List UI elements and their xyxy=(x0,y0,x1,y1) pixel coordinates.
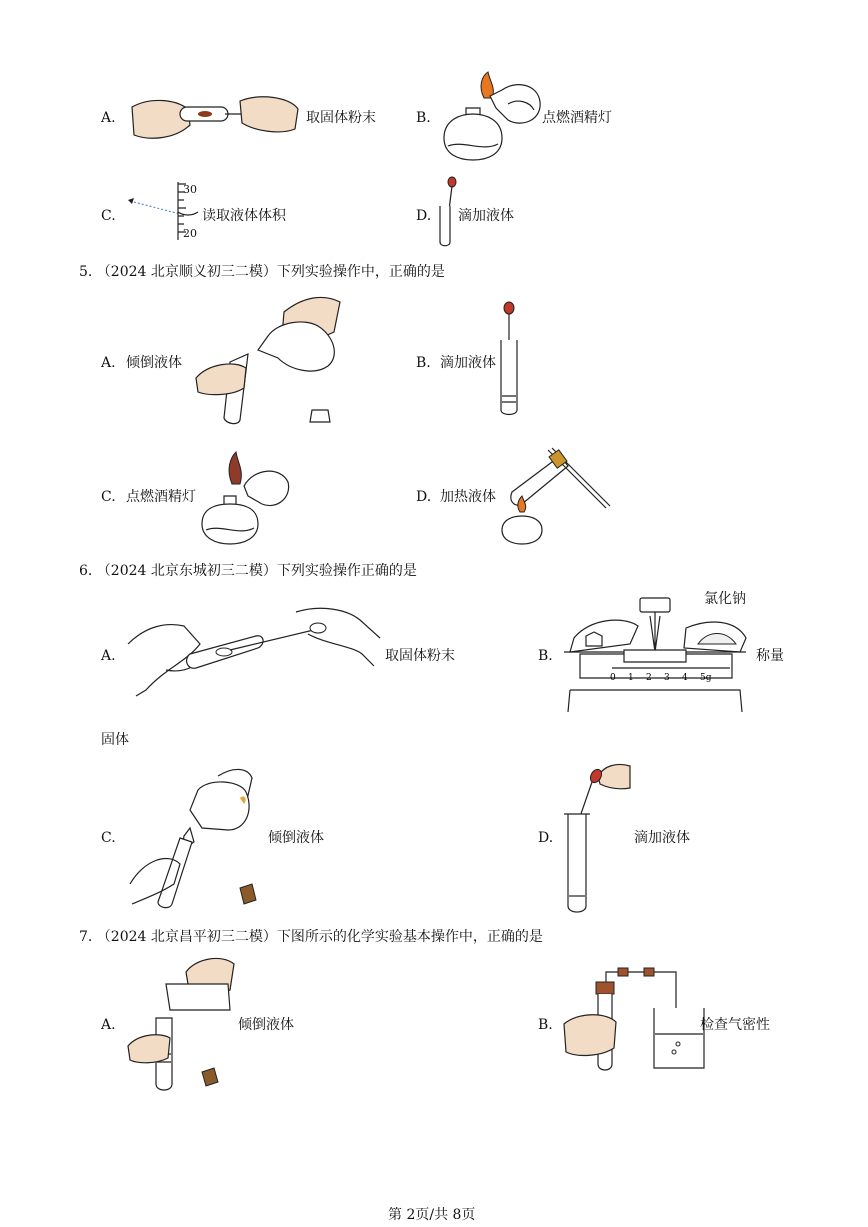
ruler-ticks xyxy=(610,670,720,682)
q5-a-letter: A. xyxy=(101,355,116,371)
q4-a-letter: A. xyxy=(101,110,116,126)
flame-icon xyxy=(481,72,493,98)
q4-c-letter: C. xyxy=(101,208,116,224)
reagent-bottle-icon xyxy=(190,782,249,830)
test-tube-icon xyxy=(440,206,450,246)
alcohol-lamp-icon xyxy=(444,114,502,160)
q4-b-figure xyxy=(438,68,543,166)
ruler-tick-4: 4 xyxy=(682,673,688,683)
right-hand-icon xyxy=(240,97,298,132)
hand-icon xyxy=(564,1015,616,1056)
scale-top: 30 xyxy=(183,183,197,196)
q5-c-caption: 点燃酒精灯 xyxy=(126,489,196,505)
ruler-tick-5: 5g xyxy=(700,673,712,683)
q6-stem: 6. （2024 北京东城初三二模）下列实验操作正确的是 xyxy=(79,563,417,579)
spoon-icon xyxy=(216,648,232,656)
q7-b-caption: 检查气密性 xyxy=(700,1017,770,1033)
q6-a-letter: A. xyxy=(101,648,116,664)
q6-b-letter: B. xyxy=(538,648,553,664)
q7-b-figure xyxy=(562,968,710,1074)
q4-b-letter: B. xyxy=(416,110,431,126)
balance-center-icon xyxy=(624,650,686,662)
q7-a-letter: A. xyxy=(101,1017,116,1033)
scale-bottom: 20 xyxy=(183,227,197,240)
nacl-label: 氯化钠 xyxy=(704,591,746,607)
test-tube-icon xyxy=(568,814,586,912)
hand-icon xyxy=(598,764,630,788)
right-hand-icon xyxy=(296,608,380,666)
q6-d-caption: 滴加液体 xyxy=(634,830,690,846)
page-number: 第 2页/共 8页 xyxy=(388,1207,476,1223)
bottle-cap-icon xyxy=(310,410,330,422)
hand-icon xyxy=(128,1035,170,1063)
hand-icon xyxy=(196,364,246,395)
q4-d-letter: D. xyxy=(416,208,432,224)
q5-b-figure xyxy=(496,300,522,418)
q5-b-caption: 滴加液体 xyxy=(440,355,496,371)
dropper-bulb-icon xyxy=(448,177,456,187)
bottle-cap-icon xyxy=(240,884,256,904)
second-lamp-icon xyxy=(490,85,540,123)
bottle-cap-icon xyxy=(202,1068,218,1086)
reagent-bottle-icon xyxy=(258,322,334,371)
flame-icon xyxy=(229,452,241,484)
q5-d-figure xyxy=(498,446,610,548)
left-hand-icon xyxy=(132,100,190,138)
q5-b-letter: B. xyxy=(416,355,431,371)
weighing-paper-icon xyxy=(570,620,638,652)
q7-b-letter: B. xyxy=(538,1017,553,1033)
q6-c-caption: 倾倒液体 xyxy=(268,830,324,846)
stopper-icon xyxy=(596,982,614,994)
q6-b-caption-cont: 固体 xyxy=(101,732,129,748)
q6-b-figure xyxy=(560,592,750,716)
q5-a-figure xyxy=(194,292,344,424)
scale-dial-icon xyxy=(640,598,670,612)
beaker-icon xyxy=(654,1008,704,1068)
ruler-tick-3: 3 xyxy=(664,673,670,683)
q6-b-caption: 称量 xyxy=(756,648,784,664)
weight-icon xyxy=(586,632,602,646)
ruler-tick-2: 2 xyxy=(646,673,652,683)
q5-c-letter: C. xyxy=(101,489,116,505)
q6-a-figure xyxy=(126,604,382,700)
eye-icon xyxy=(128,198,134,204)
second-lamp-icon xyxy=(244,471,289,505)
q7-stem: 7. （2024 北京昌平初三二模）下图所示的化学实验基本操作中，正确的是 xyxy=(79,929,543,945)
test-tube-icon xyxy=(158,838,192,908)
q6-d-figure xyxy=(560,760,632,916)
q6-c-letter: C. xyxy=(101,830,116,846)
q7-a-caption: 倾倒液体 xyxy=(238,1017,294,1033)
q6-a-caption: 取固体粉末 xyxy=(385,648,455,664)
q6-c-figure xyxy=(128,764,268,912)
ruler-tick-1: 1 xyxy=(628,673,634,683)
q4-b-caption: 点燃酒精灯 xyxy=(542,110,612,126)
salt-pile-icon xyxy=(698,634,736,645)
q5-a-caption: 倾倒液体 xyxy=(126,355,182,371)
q5-d-letter: D. xyxy=(416,489,432,505)
q5-c-figure xyxy=(200,448,292,546)
q4-d-caption: 滴加液体 xyxy=(458,208,514,224)
alcohol-lamp-icon xyxy=(202,504,258,544)
q4-d-figure xyxy=(436,176,460,248)
dropper-bulb-icon xyxy=(504,302,514,314)
q5-stem: 5. （2024 北京顺义初三二模）下列实验操作中，正确的是 xyxy=(79,264,445,280)
test-tube-icon xyxy=(501,340,517,415)
alcohol-lamp-icon xyxy=(502,516,542,544)
reagent-bottle-icon xyxy=(166,984,230,1010)
powder-icon xyxy=(198,111,212,117)
q4-a-figure xyxy=(130,95,305,145)
q6-d-letter: D. xyxy=(538,830,554,846)
q4-a-caption: 取固体粉末 xyxy=(306,110,376,126)
q4-c-caption: 读取液体体积 xyxy=(202,208,286,224)
q5-d-caption: 加热液体 xyxy=(440,489,496,505)
ruler-tick-0: 0 xyxy=(610,673,616,683)
q7-a-figure xyxy=(126,954,238,1092)
